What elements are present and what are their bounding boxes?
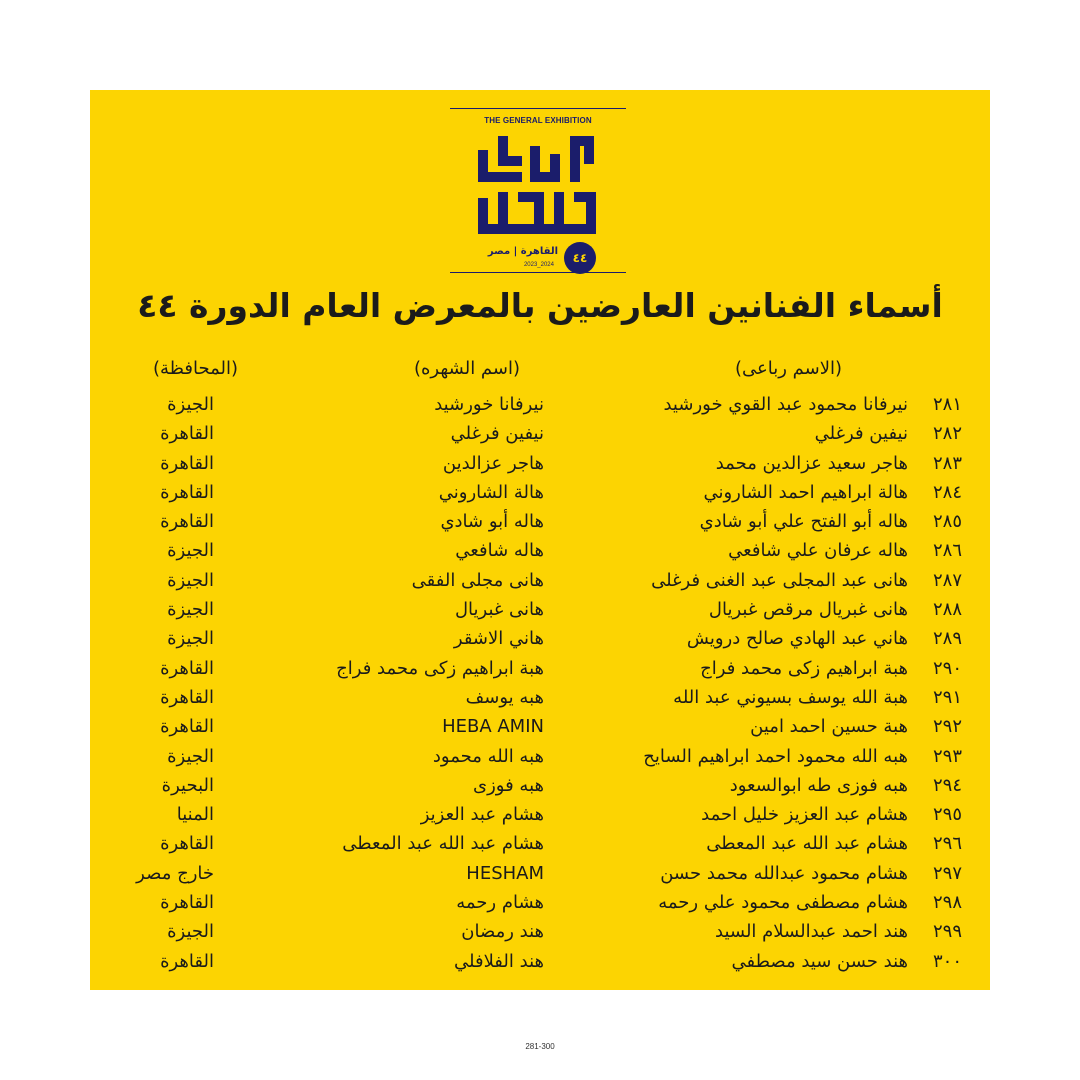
known-name: هالة الشاروني <box>438 481 544 503</box>
full-name: هشام عبد الله عبد المعطى <box>706 833 908 855</box>
known-name: هاله أبو شادي <box>440 511 544 533</box>
governorate: الجيزة <box>167 745 214 767</box>
row-number: ٢٨٩ <box>932 628 962 650</box>
known-name: هند رمضان <box>461 921 544 943</box>
governorate: القاهرة <box>160 452 214 474</box>
list-item <box>90 714 990 743</box>
governorate: المنيا <box>176 804 214 826</box>
list-item <box>90 509 990 538</box>
known-name: هبة ابراهيم زكى محمد فراج <box>336 657 544 679</box>
known-name: نيرفانا خورشيد <box>434 394 544 415</box>
row-number: ٢٩٣ <box>932 745 962 767</box>
full-name: هشام مصطفى محمود علي رحمه <box>658 892 908 914</box>
governorate: القاهرة <box>160 657 214 679</box>
list-item <box>90 919 990 948</box>
row-number: ٢٩٠ <box>932 657 962 679</box>
row-number: ٢٩٩ <box>932 921 962 943</box>
artists-list <box>90 392 990 978</box>
row-number: ٢٨٦ <box>932 540 962 562</box>
list-item <box>90 538 990 567</box>
governorate: القاهرة <box>160 892 214 914</box>
row-number: ٣٠٠ <box>932 950 962 972</box>
governorate: القاهرة <box>160 511 214 533</box>
row-number: ٢٩٥ <box>932 804 962 826</box>
row-number: ٢٨٤ <box>932 481 962 503</box>
logo-bottom-rule <box>450 272 626 273</box>
column-header-full-name: (الاسم رباعى) <box>734 358 842 379</box>
known-name: هبه يوسف <box>465 686 544 708</box>
row-number: ٢٩١ <box>932 686 962 708</box>
row-number: ٢٨١ <box>932 394 962 415</box>
governorate: القاهرة <box>160 716 214 738</box>
list-item <box>90 656 990 685</box>
full-name: هاله عرفان علي شافعي <box>728 540 908 562</box>
exhibition-logo <box>450 108 626 278</box>
page-title: أسماء الفنانين العارضين بالمعرض العام الدورة ٤٤ <box>137 286 943 325</box>
known-name: هاني الاشقر <box>453 628 544 650</box>
full-name: هبة حسين احمد امين <box>750 716 908 738</box>
page-range-footer: 281-300 <box>525 1042 555 1051</box>
row-number: ٢٩٨ <box>932 892 962 914</box>
known-name: هند الفلافلي <box>454 950 544 972</box>
governorate: الجيزة <box>167 569 214 591</box>
column-header-governorate: (المحافظة) <box>152 358 238 379</box>
governorate: القاهرة <box>160 481 214 503</box>
known-name: هبه الله محمود <box>432 745 544 767</box>
list-item <box>90 802 990 831</box>
full-name: هاله أبو الفتح علي أبو شادي <box>699 511 908 533</box>
list-item <box>90 568 990 597</box>
row-number: ٢٨٢ <box>932 423 962 445</box>
full-name: هاجر سعيد عزالدين محمد <box>715 452 908 474</box>
governorate: البحيرة <box>161 774 214 796</box>
full-name: هانى عبد المجلى عبد الغنى فرغلى <box>651 569 908 591</box>
list-item <box>90 597 990 626</box>
row-number: ٢٨٥ <box>932 511 962 533</box>
governorate: الجيزة <box>167 394 214 415</box>
known-name: هشام رحمه <box>456 892 544 914</box>
known-name: هبه فوزى <box>473 774 544 796</box>
full-name: هند احمد عبدالسلام السيد <box>715 921 908 943</box>
full-name: هشام محمود عبدالله محمد حسن <box>660 862 908 884</box>
governorate: القاهرة <box>160 423 214 445</box>
full-name: هالة ابراهيم احمد الشاروني <box>703 481 908 503</box>
logo-kufic-mark-icon <box>478 136 598 240</box>
list-item <box>90 480 990 509</box>
logo-english-title: THE GENERAL EXHIBITION <box>484 116 592 125</box>
full-name: هاني عبد الهادي صالح درويش <box>686 628 908 650</box>
row-number: ٢٨٨ <box>932 599 962 621</box>
logo-years: 2023_2024 <box>523 262 554 268</box>
list-item <box>90 744 990 773</box>
known-name: هشام عبد الله عبد المعطى <box>342 833 544 855</box>
governorate: الجيزة <box>167 540 214 562</box>
full-name: هند حسن سيد مصطفي <box>731 950 908 972</box>
list-item <box>90 392 990 421</box>
row-number: ٢٩٧ <box>932 862 962 884</box>
full-name: هشام عبد العزيز خليل احمد <box>701 804 908 826</box>
known-name: هانى غبريال <box>454 599 544 621</box>
row-number: ٢٨٧ <box>932 569 962 591</box>
known-name: هاله شافعي <box>455 540 544 562</box>
list-item <box>90 831 990 860</box>
row-number: ٢٩٢ <box>932 716 962 738</box>
list-item <box>90 890 990 919</box>
list-item <box>90 773 990 802</box>
governorate: القاهرة <box>160 833 214 855</box>
full-name: هبة ابراهيم زكى محمد فراج <box>700 657 908 679</box>
full-name: نيرفانا محمود عبد القوي خورشيد <box>663 394 908 415</box>
governorate: الجيزة <box>167 599 214 621</box>
known-name: HESHAM <box>466 862 544 884</box>
list-item <box>90 421 990 450</box>
governorate: خارج مصر <box>136 862 214 884</box>
full-name: هبه فوزى طه ابوالسعود <box>729 774 908 796</box>
column-header-known-name: (اسم الشهره) <box>413 358 520 379</box>
full-name: هبة الله يوسف بسيوني عبد الله <box>673 686 908 708</box>
known-name: نيفين فرغلي <box>450 423 544 445</box>
full-name: هانى غبريال مرقص غبريال <box>708 599 908 621</box>
governorate: القاهرة <box>160 950 214 972</box>
list-item <box>90 626 990 655</box>
logo-top-rule <box>450 108 626 109</box>
list-item <box>90 861 990 890</box>
yellow-panel <box>90 90 990 990</box>
row-number: ٢٩٤ <box>932 774 962 796</box>
governorate: القاهرة <box>160 686 214 708</box>
list-item <box>90 451 990 480</box>
list-item <box>90 949 990 978</box>
row-number: ٢٩٦ <box>932 833 962 855</box>
known-name: هاجر عزالدين <box>442 452 544 474</box>
edition-badge: ٤٤ <box>564 242 596 274</box>
full-name: هبه الله محمود احمد ابراهيم السايح <box>643 745 908 767</box>
governorate: الجيزة <box>167 921 214 943</box>
known-name: هشام عبد العزيز <box>420 804 544 826</box>
governorate: الجيزة <box>167 628 214 650</box>
known-name: هانى مجلى الفقى <box>411 569 544 591</box>
row-number: ٢٨٣ <box>932 452 962 474</box>
full-name: نيفين فرغلي <box>814 423 908 445</box>
known-name: HEBA AMIN <box>442 716 544 738</box>
logo-city: القاهرة | مصر <box>487 246 558 257</box>
list-item <box>90 685 990 714</box>
